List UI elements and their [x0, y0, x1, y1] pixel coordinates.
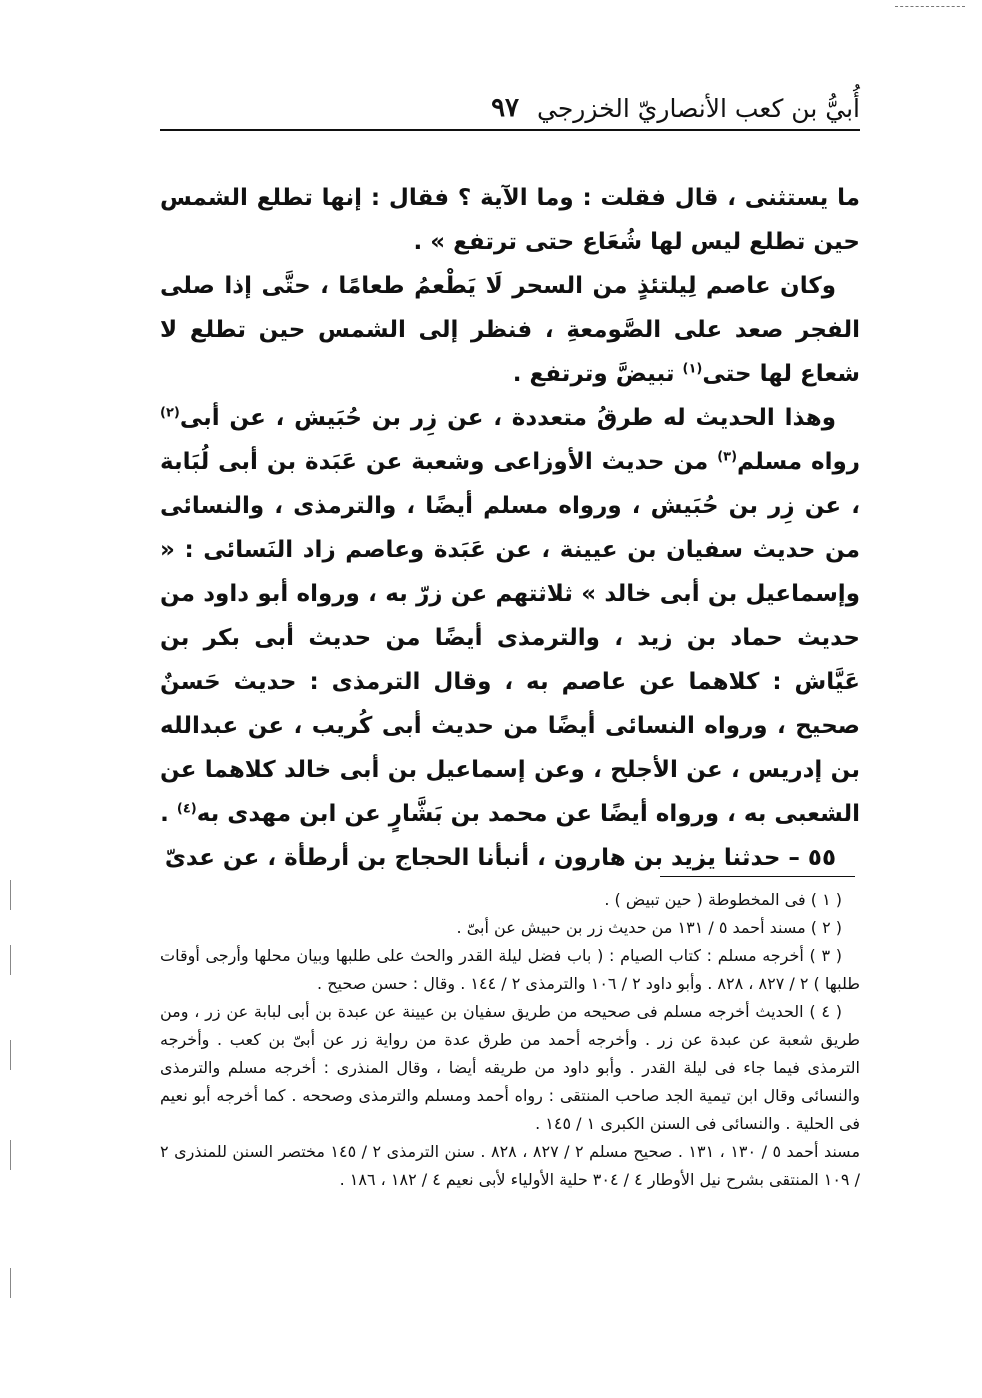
paragraph-2 — [160, 264, 860, 396]
footnote-ref-1: (١) — [682, 361, 703, 377]
footnote-5: مسند أحمد ٥ / ١٣٠ ، ١٣١ . صحيح مسلم ٢ / ٨٢٧ ، ٨٢٨ . سنن الترمذى ٢ / ١٤٥ مختصر السنن للمنذرى ٢ / ١٠٩ المنتقى بشرح نيل الأوطار ٤ / ٣٠٤ حلية الأولياء لأبى نعيم ٤ / ١٨٢ ، ١٨٦ . — [160, 1142, 861, 1189]
header-title: أُبيُّ بن كعب الأنصاريّ الخزرجي — [537, 93, 860, 123]
paragraph-3-text-b: رواه مسلم — [737, 449, 860, 475]
page-number: ٩٧ — [491, 93, 519, 123]
running-header — [160, 88, 860, 128]
footnote-2: ( ٢ ) مسند أحمد ٥ / ١٣١ من حديث زر بن حبيش عن أبىّ . — [456, 918, 842, 937]
footnote-ref-2: (٢) — [160, 405, 180, 421]
scan-margin-mark — [10, 1268, 11, 1298]
footnote-ref-4: (٤) — [176, 801, 197, 817]
paragraph-2-text: وكان عاصم لِيلتئذٍ من السحر لَا يَطْعمُ طعامًا ، حتَّى إذا صلى الفجر صعد على الصَّومعةِ ، فنظر إلى الشمس حين تطلع لا شعاع لها حتى — [160, 273, 860, 387]
header-rule — [160, 129, 860, 131]
scan-margin-mark — [10, 1140, 11, 1170]
footnote-4: ( ٤ ) الحديث أخرجه مسلم فى صحيحه من طريق سفيان بن عيينة عن عبدة بن أبى لبابة عن زر ، ومن طريق شعبة عن عبدة عن زر . وأخرجه أحمد من طرق عدة من رواية زر عن أبىّ بن كعب . وأخرجه الترمذى فيما جاء فى ليلة القدر . وأبو داود من طريقه أيضا ، وقال المنذرى : أخرجه مسلم والترمذى والنسائى وقال ابن تيمية الجد صاحب المنتقى : رواه أحمد ومسلم والترمذى وصححه . كما أخرجه أبو نعيم فى الحلية . والنسائى فى السنن الكبرى ١ / ١٤٥ . — [160, 1002, 860, 1133]
footnotes — [160, 886, 860, 1194]
footnote-rule — [660, 876, 855, 877]
footnote-3: ( ٣ ) أخرجه مسلم : كتاب الصيام : ( باب فضل ليلة القدر والحث على طلبها وبيان محلها وأرجى أوقات طلبها ) ٢ / ٨٢٧ ، ٨٢٨ . وأبو داود ٢ / ١٠٦ والترمذى ٢ / ١٤٤ . وقال : حسن صحيح . — [160, 946, 860, 993]
paragraph-3 — [160, 396, 860, 836]
paragraph-3-text-a: وهذا الحديث له طرقُ متعددة ، عن زِر بن حُبَيش ، عن أبى — [179, 405, 836, 431]
scan-margin-mark — [10, 880, 11, 910]
footnote-1: ( ١ ) فى المخطوطة ( حين تبيض ) . — [604, 890, 842, 909]
main-text — [160, 176, 860, 880]
paragraph-3-end: . — [160, 801, 177, 827]
scan-margin-mark — [10, 1040, 11, 1070]
top-edge-rule — [895, 6, 965, 7]
paragraph-4: ٥٥ – حدثنا يزيد بن هارون ، أنبأنا الحجاج بن أرطأة ، عن عدىّ — [164, 845, 836, 871]
paragraph-2-end: تبيضَّ وترتفع . — [512, 361, 683, 387]
footnote-ref-3: (٣) — [717, 449, 738, 465]
scan-margin-mark — [10, 945, 11, 975]
paragraph-1: ما يستثنى ، قال فقلت : وما الآية ؟ فقال : إنها تطلع الشمس حين تطلع ليس لها شُعَاع حتى ترتفع » . — [160, 185, 860, 255]
paragraph-3-text-c: من حديث الأوزاعى وشعبة عن عَبَدة بن أبى لُبَابة ، عن زِر بن حُبَيش ، ورواه مسلم أيضًا ، والترمذى ، والنسائى من حديث سفيان بن عيينة ، عن عَبَدة وعاصم زاد النَسائى : « وإسماعيل بن أبى خالد » ثلاثتهم عن زرّ به ، ورواه أبو داود من حديث حماد بن زيد ، والترمذى أيضًا من حديث أبى بكر بن عَيَّاش : كلاهما عن عاصم به ، وقال الترمذى : حديث حَسنٌ صحيح ، ورواه النسائى أيضًا من حديث أبى كُريب ، عن عبدالله بن إدريس ، عن الأجلح ، وعن إسماعيل بن أبى خالد كلاهما عن الشعبى به ، ورواه أيضًا عن محمد بن بَشَّارٍ عن ابن مهدى به — [160, 449, 860, 827]
